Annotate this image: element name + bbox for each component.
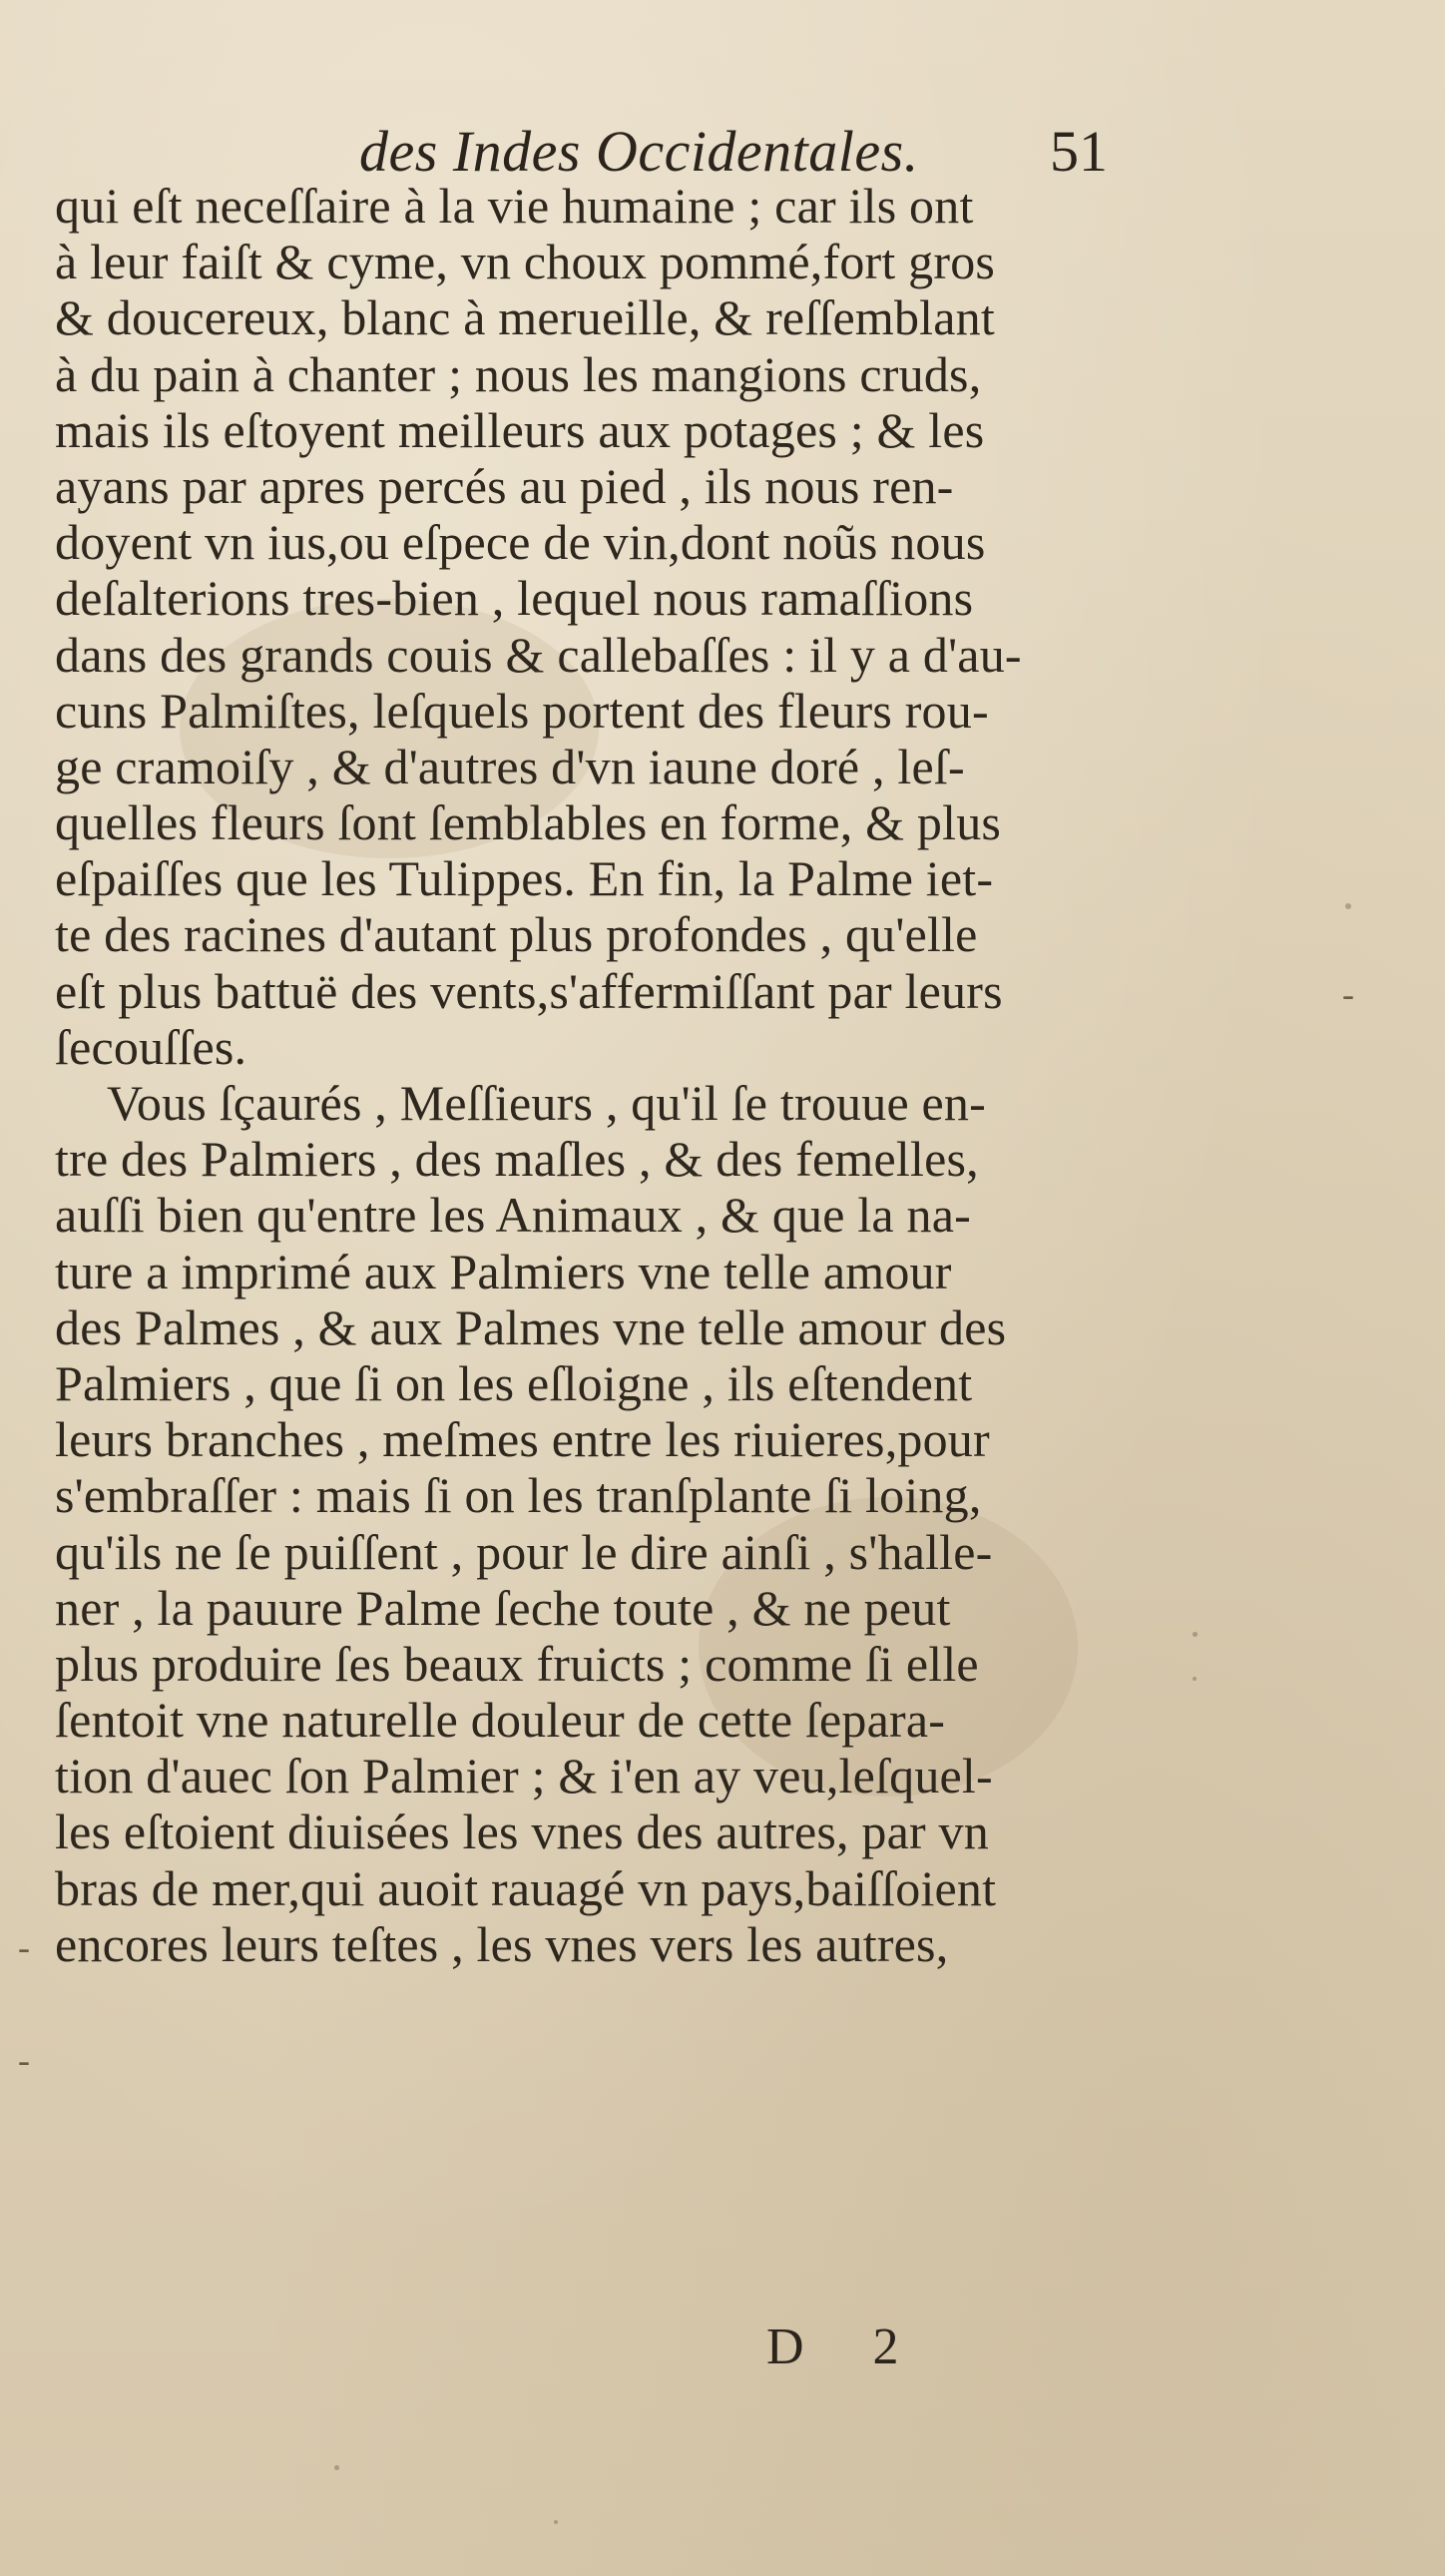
text-line: plus produire ſes beaux fruicts ; comme ſi elle	[55, 1635, 979, 1692]
text-line: cuns Palmiſtes, leſquels portent des fleurs rou-	[55, 682, 989, 739]
text-line: auſſi bien qu'entre les Animaux , & que la na-	[55, 1187, 971, 1244]
text-line: des Palmes , & aux Palmes vne telle amour des	[55, 1298, 1007, 1355]
text-line: deſalterions tres-bien , lequel nous ramaſſions	[55, 570, 974, 627]
text-line: qui eſt neceſſaire à la vie humaine ; car ils ont	[55, 178, 974, 234]
text-line: les eſtoient diuisées les vnes des autres, par vn	[55, 1803, 989, 1860]
text-line: ayans par apres percés au pied , ils nous ren-	[55, 457, 954, 514]
margin-dash: -	[1342, 974, 1354, 1014]
text-line: ture a imprimé aux Palmiers vne telle amour	[55, 1243, 952, 1299]
page-number: 51	[1050, 119, 1108, 184]
paper-speck	[334, 2465, 339, 2470]
text-line: ner , la pauure Palme ſeche toute , & ne peut	[55, 1579, 951, 1636]
running-title: des Indes Occidentales.	[359, 119, 919, 184]
text-line: eſpaiſſes que les Tulippes. En fin, la Palme iet-	[55, 850, 994, 907]
paragraph-start-line: Vous ſçaurés , Meſſieurs , qu'il ſe trouue en-	[107, 1075, 986, 1131]
text-line: ge cramoiſy , & d'autres d'vn iaune doré , leſ-	[55, 738, 965, 794]
text-line: qu'ils ne ſe puiſſent , pour le dire ainſi , s'halle-	[55, 1523, 993, 1580]
text-line: & doucereux, blanc à merueille, & reſſemblant	[55, 289, 995, 346]
text-line: mais ils eſtoyent meilleurs aux potages ; & les	[55, 401, 985, 458]
text-line: à du pain à chanter ; nous les mangions cruds,	[55, 345, 982, 402]
margin-dash: -	[18, 2040, 30, 2080]
text-line: tion d'auec ſon Palmier ; & i'en ay veu,leſquel-	[55, 1748, 993, 1804]
paper-speck	[1345, 903, 1351, 909]
text-line: leurs branches , meſmes entre les riuieres,pour	[55, 1411, 990, 1468]
text-line: encores leurs teſtes , les vnes vers les autres,	[55, 1915, 949, 1972]
text-line: eſt plus battuë des vents,s'affermiſſant par leurs	[55, 962, 1003, 1019]
text-line: s'embraſſer : mais ſi on les tranſplante ſi loing,	[55, 1467, 982, 1524]
text-line: tre des Palmiers , des maſles , & des femelles,	[55, 1131, 979, 1188]
text-body	[55, 178, 1173, 1972]
text-line: doyent vn ius,ou eſpece de vin,dont noũs nous	[55, 514, 986, 571]
paper-speck	[1193, 1677, 1197, 1681]
text-line: bras de mer,qui auoit rauagé vn pays,baiſſoient	[55, 1859, 997, 1916]
text-line: ſecouſſes.	[55, 1018, 247, 1075]
text-line: ſentoit vne naturelle douleur de cette ſepara-	[55, 1692, 946, 1749]
text-line: Palmiers , que ſi on les eſloigne , ils eſtendent	[55, 1354, 973, 1411]
margin-dash: -	[18, 1927, 30, 1967]
text-line: dans des grands couis & callebaſſes : il y a d'au-	[55, 626, 1022, 683]
text-line: à leur faiſt & cyme, vn choux pommé,fort gros	[55, 234, 996, 290]
text-line: quelles fleurs ſont ſemblables en forme, & plus	[55, 794, 1002, 851]
signature-mark: D 2	[766, 2318, 927, 2375]
text-line: te des racines d'autant plus profondes , qu'elle	[55, 906, 978, 963]
paper-speck	[1193, 1632, 1198, 1637]
paper-speck	[554, 2520, 558, 2524]
